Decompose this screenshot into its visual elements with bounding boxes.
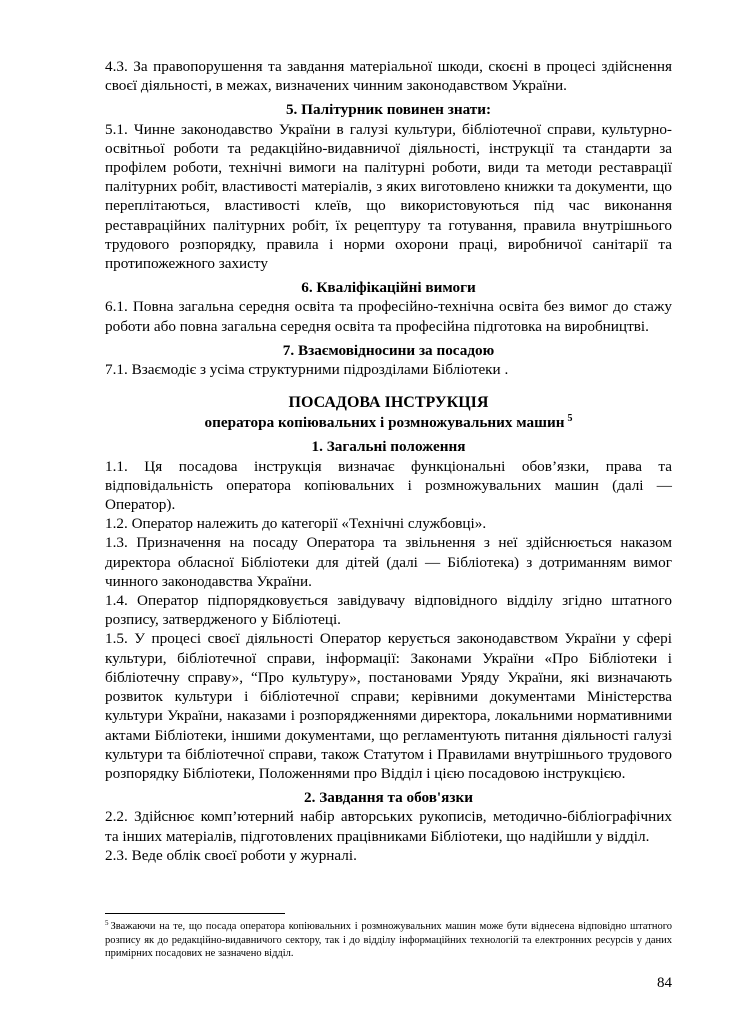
paragraph-2-3: 2.3. Веде облік своєї роботи у журналі. [105, 846, 357, 864]
footnote-text: Зважаючи на те, що посада оператора копіювальних і розмножувальних машин може бути віднесена відповідно штатного розпису як до редакційно-видавничого сектору, так і до відділу інформаційних технологій та електронних ресурсів у даних примірних посадових не зазначено відділ. [105, 921, 672, 960]
paragraph-1-3: 1.3. Призначення на посаду Оператора та звільнення з неї здійснюється наказом директора обласної Бібліотеки для дітей (далі — Бібліотека) з дотриманням вимог чинного законодавства України. [105, 534, 672, 590]
document-subtitle [105, 413, 672, 432]
subtitle-text: оператора копіювальних і розмножувальних машин [204, 414, 565, 432]
paragraph-1-2: 1.2. Оператор належить до категорії «Технічні службовці». [105, 515, 487, 533]
paragraph-1-4: 1.4. Оператор підпорядковується завідувачу відповідного відділу згідно штатного розпису, затвердженого у Бібліотеці. [105, 592, 672, 629]
footnote-divider [105, 913, 285, 914]
heading-1: 1. Загальні положення [311, 438, 466, 456]
paragraph-5-1: 5.1. Чинне законодавство України в галузі культури, бібліотечної справи, культурно-освітньої роботи та редакційно-видавничої діяльності, інструкції та стандарти за профілем роботи, технічні вимоги на палітурні роботи, види та методи реставрації палітурних робіт, властивості матеріалів, з яких виготовлено книжки та документи, що переплітаються, властивості клеїв, що використовуються під час виконання реставраційних палітурних робіт, їх рецептуру та готування, правила внутрішнього трудового розпорядку, правила і норми охорони праці, виробничої санітарії та протипожежного захисту [105, 120, 672, 273]
document-body [105, 57, 672, 865]
heading-2: 2. Завдання та обов'язки [304, 789, 473, 807]
footnote-ref: 5 [567, 413, 573, 425]
paragraph-1-5: 1.5. У процесі своєї діяльності Оператор керується законодавством України у сфері культури, бібліотечної справи, інформації: Законами України «Про Бібліотеки і бібліотечну справу», “Про культуру», постановами Уряду України, які визначають розвиток культури і бібліотечної справи; керівними документами Міністерства культури України, наказами і розпорядженнями директора, локальними нормативними актами Бібліотеки, іншими документами, що регламентують питання діяльності галузі культури та бібліотечної справи, також Статутом і Правилами внутрішнього трудового розпорядку Бібліотеки, Положеннями про Відділ і цією посадовою інструкцією. [105, 630, 672, 782]
page-number: 84 [657, 975, 672, 991]
footnote-mark: 5 [105, 918, 109, 927]
paragraph-7-1: 7.1. Взаємодіє з усіма структурними підрозділами Бібліотеки . [105, 361, 509, 379]
heading-7: 7. Взаємовідносини за посадою [282, 341, 495, 359]
paragraph-4-3: 4.3. За правопорушення та завдання матеріальної шкоди, скоєні в процесі здійснення своєї діяльності, в межах, визначених чинним законодавством України. [105, 58, 672, 95]
paragraph-2-2: 2.2. Здійснює комп’ютерний набір авторських рукописів, методично-бібліографічних та інших матеріалів, підготовлених працівниками Бібліотеки, що надійшли у відділ. [105, 808, 672, 845]
document-title: ПОСАДОВА ІНСТРУКЦІЯ [288, 394, 489, 412]
heading-6: 6. Кваліфікаційні вимоги [301, 279, 476, 297]
footnote [105, 920, 672, 961]
heading-5: 5. Палітурник повинен знати: [285, 101, 492, 119]
paragraph-6-1: 6.1. Повна загальна середня освіта та професійно-технічна освіта без вимог до стажу роботи або повна загальна середня освіта та професійна підготовка на виробництві. [105, 298, 672, 335]
paragraph-1-1: 1.1. Ця посадова інструкція визначає функціональні обов’язки, права та відповідальність оператора копіювальних і розмножувальних машин (далі — Оператор). [105, 457, 672, 514]
